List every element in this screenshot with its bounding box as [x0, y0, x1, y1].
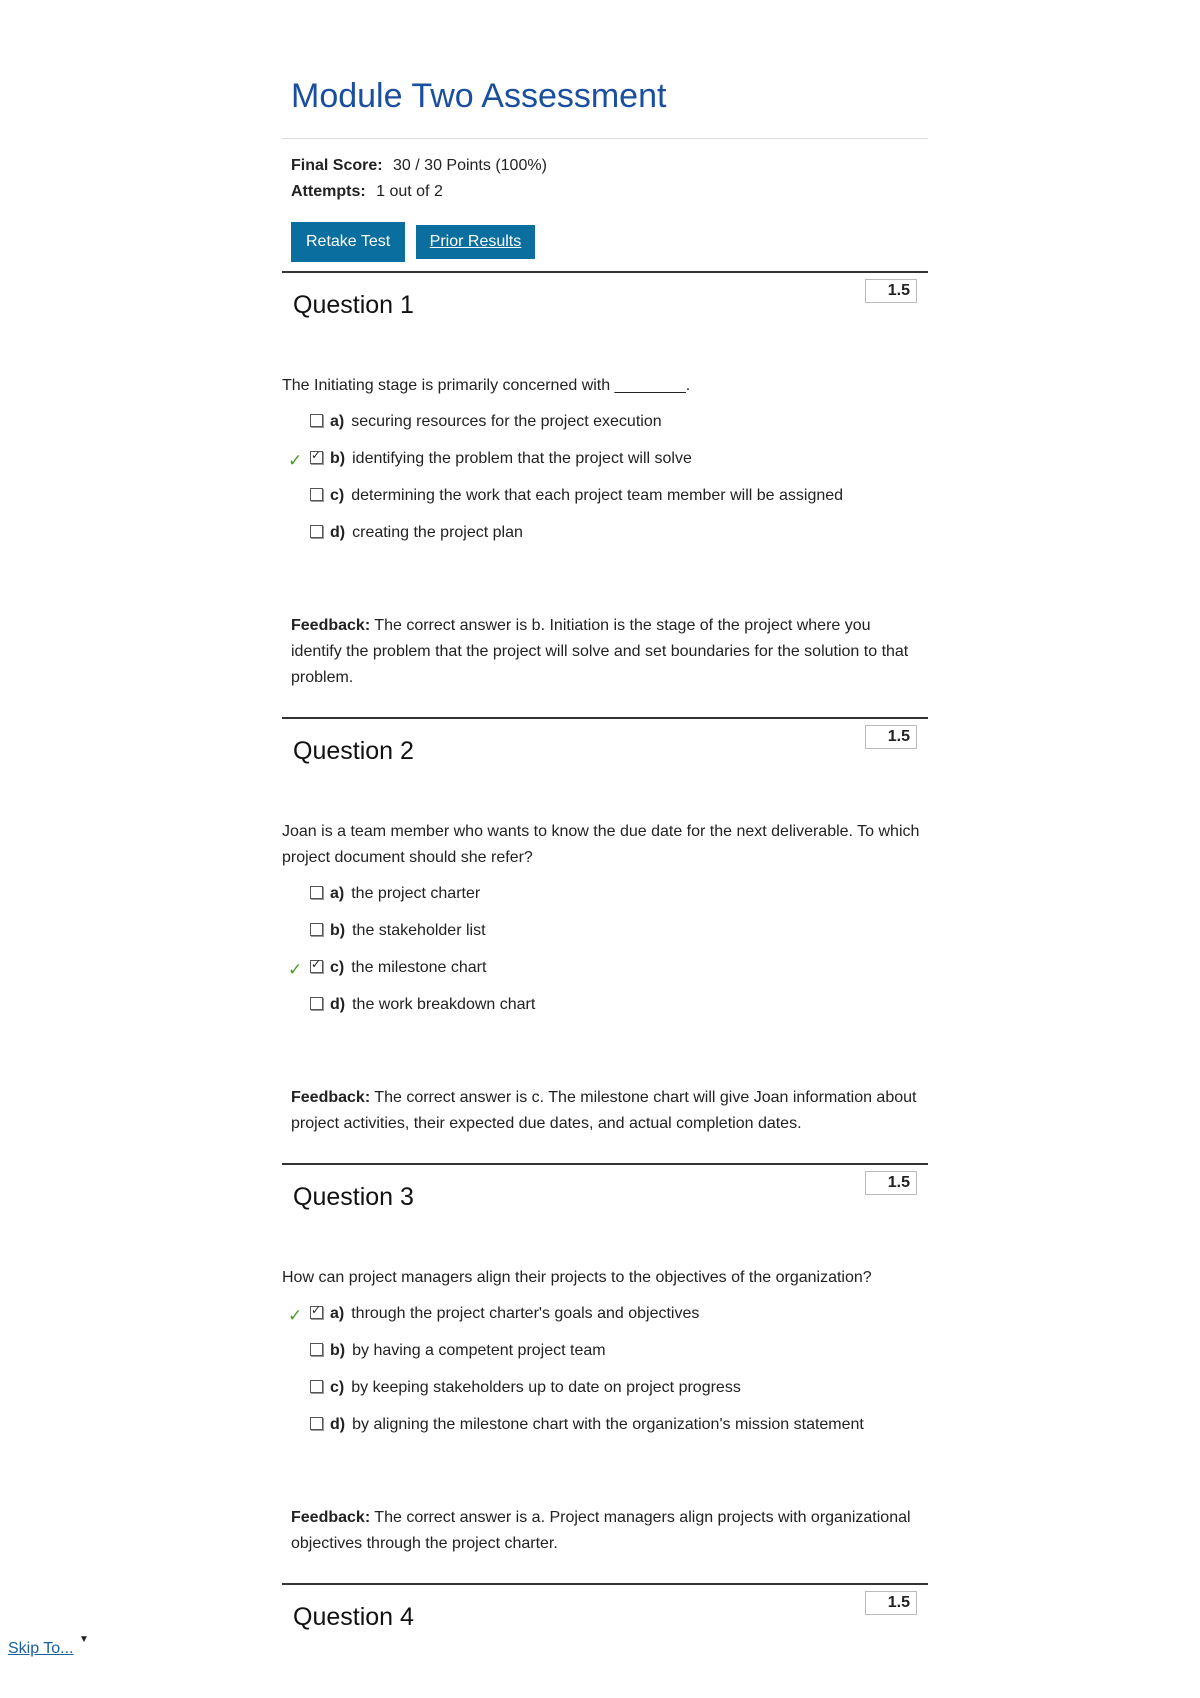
answer-option[interactable]: [282, 1301, 928, 1338]
answer-option[interactable]: [282, 446, 928, 483]
option-letter: b): [330, 922, 346, 939]
correct-check-icon: ✓: [288, 451, 303, 470]
answer-checkbox[interactable]: [310, 997, 323, 1010]
question-2: [282, 717, 928, 1163]
question-title: Question 2: [293, 737, 414, 765]
answer-option[interactable]: [282, 1375, 928, 1412]
assessment-page: [282, 0, 928, 1685]
option-text: securing resources for the project execution: [351, 413, 662, 430]
checkmark-icon: ✓: [311, 448, 322, 462]
correct-check-icon: ✓: [288, 1306, 303, 1325]
title-divider: [282, 138, 928, 139]
feedback-label: Feedback:: [291, 1089, 371, 1106]
option-letter: a): [330, 413, 345, 430]
question-spacer: [282, 1557, 928, 1583]
attempts-row: [291, 179, 928, 205]
feedback-label: Feedback:: [291, 1509, 371, 1526]
question-4: [282, 1583, 928, 1685]
correct-check-icon: ✓: [288, 960, 303, 979]
option-letter: c): [330, 1379, 345, 1396]
option-text: by having a competent project team: [352, 1342, 606, 1359]
option-text: the project charter: [351, 885, 481, 902]
option-letter: b): [330, 450, 346, 467]
final-score-value: 30 / 30 Points (100%): [393, 157, 547, 174]
option-letter: c): [330, 959, 345, 976]
attempts-value: 1 out of 2: [376, 183, 443, 200]
feedback: [291, 613, 928, 691]
feedback-text: The correct answer is b. Initiation is the stage of the project where you identify the problem that the project will solve and set boundaries for the solution to that problem.: [291, 617, 909, 686]
action-buttons: [291, 222, 928, 262]
score-summary: [291, 153, 928, 205]
answer-option[interactable]: [282, 992, 928, 1029]
answer-option[interactable]: [282, 1338, 928, 1375]
feedback-text: The correct answer is c. The milestone chart will give Joan information about project activities, their expected due dates, and actual completion dates.: [291, 1089, 917, 1132]
question-header: [282, 273, 928, 373]
answer-options: [282, 881, 928, 1029]
answer-options: [282, 1301, 928, 1449]
points-box: 1.5: [865, 1591, 917, 1615]
answer-checkbox[interactable]: [310, 923, 323, 936]
question-text: How can project managers align their projects to the objectives of the organization?: [282, 1269, 872, 1286]
option-letter: b): [330, 1342, 346, 1359]
option-text: identifying the problem that the project will solve: [352, 450, 692, 467]
feedback: [291, 1085, 928, 1137]
points-box: 1.5: [865, 725, 917, 749]
option-text: the work breakdown chart: [352, 996, 536, 1013]
answer-checkbox[interactable]: [310, 1303, 323, 1319]
option-text: through the project charter's goals and objectives: [351, 1305, 700, 1322]
feedback-label: Feedback:: [291, 617, 371, 634]
question-text: The Initiating stage is primarily concerned with ________.: [282, 377, 691, 394]
option-text: by keeping stakeholders up to date on project progress: [351, 1379, 741, 1396]
final-score-label: Final Score:: [291, 157, 383, 174]
question-list: [282, 271, 928, 1685]
answer-checkbox[interactable]: [310, 957, 323, 973]
answer-checkbox[interactable]: [310, 488, 323, 501]
answer-option[interactable]: [282, 520, 928, 557]
option-letter: d): [330, 1416, 346, 1433]
question-header: [282, 719, 928, 819]
skip-to-link[interactable]: Skip To...: [8, 1640, 74, 1657]
checkmark-icon: ✓: [311, 1303, 322, 1317]
option-letter: d): [330, 524, 346, 541]
answer-options: [282, 409, 928, 557]
answer-option[interactable]: [282, 409, 928, 446]
question-spacer: [282, 1137, 928, 1163]
question-title: Question 3: [293, 1183, 414, 1211]
answer-checkbox[interactable]: [310, 448, 323, 464]
question-title: Question 4: [293, 1603, 414, 1631]
answer-checkbox[interactable]: [310, 1343, 323, 1356]
answer-option[interactable]: [282, 483, 928, 520]
question-1: [282, 271, 928, 717]
answer-checkbox[interactable]: [310, 886, 323, 899]
answer-option[interactable]: [282, 955, 928, 992]
answer-option[interactable]: [282, 1412, 928, 1449]
question-3: [282, 1163, 928, 1583]
question-header: [282, 1165, 928, 1265]
question-title: Question 1: [293, 291, 414, 319]
answer-option[interactable]: [282, 918, 928, 955]
checkmark-icon: ✓: [311, 957, 322, 971]
points-box: 1.5: [865, 1171, 917, 1195]
final-score-row: [291, 153, 928, 179]
answer-option[interactable]: [282, 881, 928, 918]
feedback: [291, 1505, 928, 1557]
option-letter: a): [330, 1305, 345, 1322]
prior-results-button[interactable]: Prior Results: [416, 225, 536, 259]
question-text: Joan is a team member who wants to know the due date for the next deliverable. To which project document should she refer?: [282, 823, 920, 866]
option-text: determining the work that each project team member will be assigned: [351, 487, 844, 504]
caret-down-icon[interactable]: ▼: [79, 1634, 89, 1645]
attempts-label: Attempts:: [291, 183, 366, 200]
answer-checkbox[interactable]: [310, 1380, 323, 1393]
question-header: [282, 1585, 928, 1685]
option-text: creating the project plan: [352, 524, 523, 541]
answer-checkbox[interactable]: [310, 525, 323, 538]
answer-checkbox[interactable]: [310, 414, 323, 427]
question-spacer: [282, 691, 928, 717]
option-letter: a): [330, 885, 345, 902]
option-letter: d): [330, 996, 346, 1013]
answer-checkbox[interactable]: [310, 1417, 323, 1430]
option-text: the stakeholder list: [352, 922, 486, 939]
page-title: Module Two Assessment: [291, 77, 667, 115]
option-text: by aligning the milestone chart with the organization's mission statement: [352, 1416, 864, 1433]
option-text: the milestone chart: [351, 959, 487, 976]
retake-test-button[interactable]: Retake Test: [291, 222, 405, 262]
feedback-text: The correct answer is a. Project managers align projects with organizational objectives through the project charter.: [291, 1509, 911, 1552]
points-box: 1.5: [865, 279, 917, 303]
option-letter: c): [330, 487, 345, 504]
